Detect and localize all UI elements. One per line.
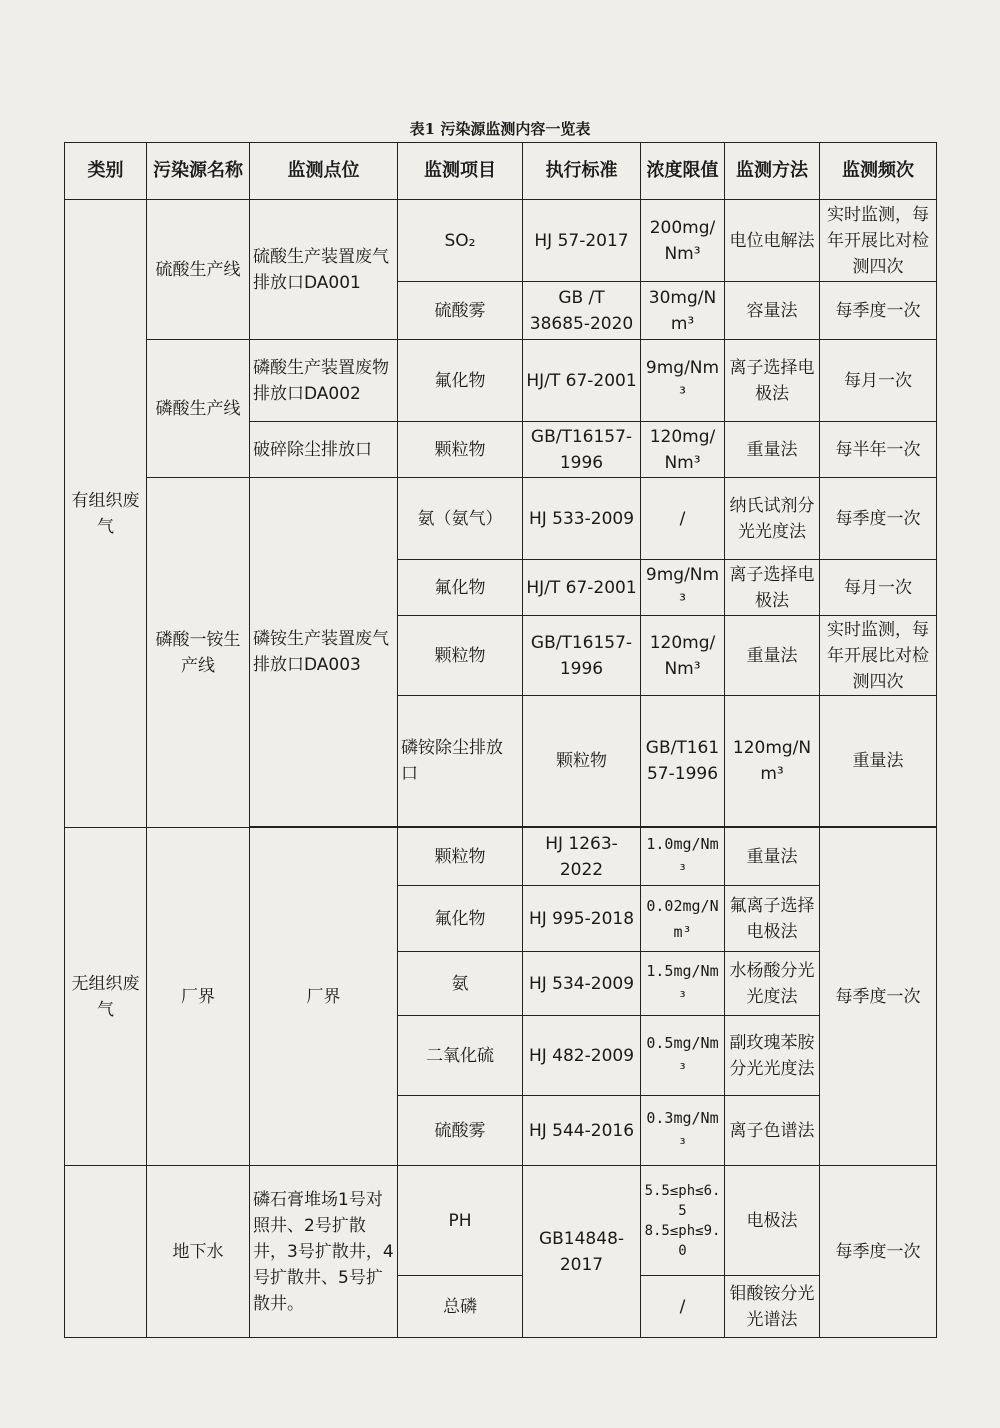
point-cell: 磷石膏堆场1号对照井、2号扩散井，3号扩散井，4号扩散井、5号扩散井。 bbox=[250, 1166, 398, 1338]
point-cell: 磷酸生产装置废物排放口DA002 bbox=[250, 340, 398, 422]
frequency-cell: 每月一次 bbox=[820, 560, 937, 616]
item-cell: 硫酸雾 bbox=[398, 1096, 523, 1166]
method-cell: 电极法 bbox=[725, 1166, 820, 1276]
method-cell: 离子选择电极法 bbox=[725, 560, 820, 616]
limit-cell: 0.5mg/Nm³ bbox=[641, 1016, 725, 1096]
limit-cell: 120mg/Nm³ bbox=[725, 696, 820, 827]
frequency-cell: 每季度一次 bbox=[820, 478, 937, 560]
item-cell: PH bbox=[398, 1166, 523, 1276]
frequency-cell: 每季度一次 bbox=[820, 1166, 937, 1338]
standard-cell: HJ 1263-2022 bbox=[523, 828, 641, 886]
standard-cell: GB/T16157-1996 bbox=[641, 696, 725, 827]
item-cell: 氟化物 bbox=[398, 340, 523, 422]
standard-cell: HJ 57-2017 bbox=[523, 200, 641, 282]
limit-cell: / bbox=[641, 1276, 725, 1338]
point-cell: 厂界 bbox=[250, 828, 398, 1166]
source-cell: 硫酸生产线 bbox=[147, 200, 250, 340]
header-row bbox=[65, 143, 937, 200]
frequency-cell: 每季度一次 bbox=[820, 828, 937, 1166]
limit-cell: / bbox=[641, 478, 725, 560]
category-cell: 无组织废气 bbox=[65, 828, 147, 1166]
header-standard: 执行标准 bbox=[523, 143, 641, 200]
header-point: 监测点位 bbox=[250, 143, 398, 200]
header-limit: 浓度限值 bbox=[641, 143, 725, 200]
ph-range-high: 8.5≤ph≤9.0 bbox=[644, 1222, 721, 1259]
standard-cell: HJ 482-2009 bbox=[523, 1016, 641, 1096]
item-cell: 颗粒物 bbox=[398, 828, 523, 886]
method-cell: 离子色谱法 bbox=[725, 1096, 820, 1166]
frequency-cell: 实时监测，每年开展比对检测四次 bbox=[820, 616, 937, 696]
header-source: 污染源名称 bbox=[147, 143, 250, 200]
limit-cell: 1.0mg/Nm³ bbox=[641, 828, 725, 886]
limit-cell: 200mg/Nm³ bbox=[641, 200, 725, 282]
point-cell: 磷铵除尘排放口 bbox=[398, 696, 523, 827]
item-cell: 颗粒物 bbox=[398, 422, 523, 478]
source-cell: 磷酸生产线 bbox=[147, 340, 250, 478]
standard-cell: HJ 534-2009 bbox=[523, 952, 641, 1016]
source-cell: 地下水 bbox=[147, 1166, 250, 1338]
frequency-cell: 实时监测，每年开展比对检测四次 bbox=[820, 200, 937, 282]
monitoring-table bbox=[64, 142, 937, 1338]
frequency-cell: 每半年一次 bbox=[820, 422, 937, 478]
limit-cell bbox=[641, 1166, 725, 1276]
method-cell: 氟离子选择电极法 bbox=[725, 886, 820, 952]
item-cell: 颗粒物 bbox=[523, 696, 641, 827]
item-cell: SO₂ bbox=[398, 200, 523, 282]
method-cell: 钼酸铵分光光谱法 bbox=[725, 1276, 820, 1338]
limit-cell: 9mg/Nm³ bbox=[641, 560, 725, 616]
limit-cell: 1.5mg/Nm³ bbox=[641, 952, 725, 1016]
header-category: 类别 bbox=[65, 143, 147, 200]
method-cell: 重量法 bbox=[725, 616, 820, 696]
header-frequency: 监测频次 bbox=[820, 143, 937, 200]
method-cell: 重量法 bbox=[725, 828, 820, 886]
standard-cell: HJ/T 67-2001 bbox=[523, 340, 641, 422]
item-cell: 颗粒物 bbox=[398, 616, 523, 696]
method-cell: 水杨酸分光光度法 bbox=[725, 952, 820, 1016]
method-cell: 离子选择电极法 bbox=[725, 340, 820, 422]
limit-cell: 30mg/Nm³ bbox=[641, 282, 725, 340]
item-cell: 二氧化硫 bbox=[398, 1016, 523, 1096]
frequency-cell: 每月一次 bbox=[820, 340, 937, 422]
standard-cell: GB /T 38685-2020 bbox=[523, 282, 641, 340]
item-cell: 氟化物 bbox=[398, 560, 523, 616]
source-cell: 磷酸一铵生产线 bbox=[147, 478, 250, 828]
method-cell: 纳氏试剂分光光度法 bbox=[725, 478, 820, 560]
method-cell: 重量法 bbox=[725, 422, 820, 478]
standard-cell: GB/T16157-1996 bbox=[523, 616, 641, 696]
limit-cell: 120mg/Nm³ bbox=[641, 422, 725, 478]
category-cell: 有组织废气 bbox=[65, 200, 147, 828]
source-cell: 厂界 bbox=[147, 828, 250, 1166]
standard-cell: GB14848-2017 bbox=[523, 1166, 641, 1338]
table-row bbox=[65, 1166, 937, 1276]
method-cell: 容量法 bbox=[725, 282, 820, 340]
frequency-cell: 每季度一次 bbox=[820, 282, 937, 340]
method-cell: 重量法 bbox=[820, 696, 937, 827]
table-caption: 表1 污染源监测内容一览表 bbox=[409, 120, 591, 138]
item-cell: 氨 bbox=[398, 952, 523, 1016]
limit-cell: 0.3mg/Nm³ bbox=[641, 1096, 725, 1166]
header-item: 监测项目 bbox=[398, 143, 523, 200]
method-cell: 电位电解法 bbox=[725, 200, 820, 282]
ph-range-low: 5.5≤ph≤6.5 bbox=[644, 1182, 721, 1219]
item-cell: 总磷 bbox=[398, 1276, 523, 1338]
limit-cell: 0.02mg/Nm³ bbox=[641, 886, 725, 952]
point-cell: 破碎除尘排放口 bbox=[250, 422, 398, 478]
item-cell: 氨（氨气） bbox=[398, 478, 523, 560]
point-cell: 硫酸生产装置废气排放口DA001 bbox=[250, 200, 398, 340]
table-row bbox=[65, 200, 937, 282]
table-row bbox=[65, 478, 937, 560]
item-cell: 氟化物 bbox=[398, 886, 523, 952]
point-cell: 磷铵生产装置废气排放口DA003 bbox=[250, 478, 398, 827]
standard-cell: GB/T16157-1996 bbox=[523, 422, 641, 478]
limit-cell: 120mg/Nm³ bbox=[641, 616, 725, 696]
table-row bbox=[65, 828, 937, 886]
standard-cell: HJ 544-2016 bbox=[523, 1096, 641, 1166]
standard-cell: HJ/T 67-2001 bbox=[523, 560, 641, 616]
standard-cell: HJ 533-2009 bbox=[523, 478, 641, 560]
method-cell: 副玫瑰苯胺分光光度法 bbox=[725, 1016, 820, 1096]
table-row bbox=[65, 340, 937, 422]
header-method: 监测方法 bbox=[725, 143, 820, 200]
item-cell: 硫酸雾 bbox=[398, 282, 523, 340]
limit-cell: 9mg/Nm³ bbox=[641, 340, 725, 422]
standard-cell: HJ 995-2018 bbox=[523, 886, 641, 952]
category-cell bbox=[65, 1166, 147, 1338]
